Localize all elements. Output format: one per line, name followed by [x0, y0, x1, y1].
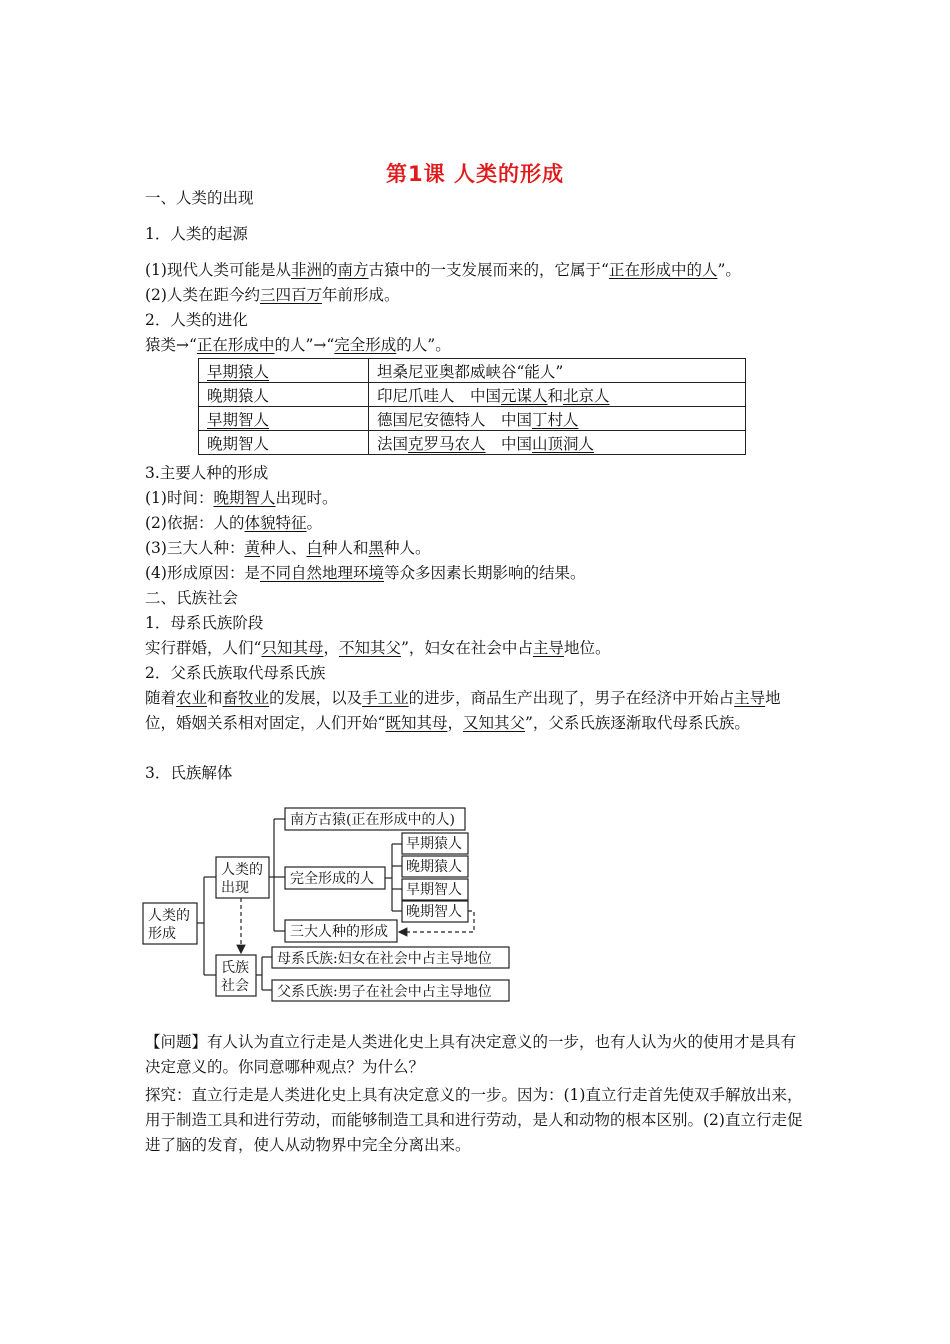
origin-line-1: [145, 260, 741, 280]
text: 猿类→“: [145, 336, 197, 354]
fossil-text: 法国: [377, 434, 409, 453]
subheading-evolution: 2．人类的进化: [145, 311, 248, 329]
races-three: [145, 538, 431, 558]
text: 的: [321, 261, 338, 279]
text: 的进步，商品生产出现了，男子在经济中开始占: [408, 689, 735, 707]
table-cell: [369, 407, 746, 431]
text: ，: [447, 714, 463, 732]
blank-white: 白: [306, 539, 323, 557]
blank-yellow: 黄: [244, 539, 260, 557]
text: 出现时。: [275, 489, 338, 507]
text: 随着: [145, 689, 177, 707]
blank-not-father: 不知其父: [338, 639, 401, 657]
text: 种人和: [322, 539, 369, 557]
text: (1)时间：: [145, 489, 214, 507]
table-cell: [369, 383, 746, 407]
stage-name: 晚期猿人: [207, 386, 270, 405]
text: ”。: [717, 261, 741, 279]
text: 地位。: [563, 639, 611, 657]
blank-features: 体貌特征: [244, 514, 307, 532]
section-heading-1: 一、人类的出现: [145, 189, 254, 207]
blank-husbandry: 畜牧业: [222, 689, 270, 707]
fossil-text: 德国尼安德特人 中国: [377, 410, 533, 429]
stage-label: 早期智人: [406, 882, 462, 898]
text: 和: [207, 689, 223, 707]
question-text: 有人认为直立行走是人类进化史上具有决定意义的一步，也有人认为火的使用才是具有决定意义的。你同意哪种观点？为什么？: [145, 1033, 797, 1076]
patri-label: 父系氏族:男子在社会中占主导地位: [277, 984, 492, 1000]
section-heading-2: 二、氏族社会: [145, 589, 239, 607]
text: 地位，婚姻关系相对固定，人们开始“: [145, 689, 781, 732]
ape-label: 南方古猿(正在形成中的人): [290, 812, 455, 828]
blank-environment: 不同自然地理环境: [259, 564, 384, 582]
root-label: 人类的: [148, 908, 190, 924]
matri-label: 母系氏族:妇女在社会中占主导地位: [277, 951, 492, 967]
table-row: [199, 431, 746, 455]
blank-know-mother: 只知其母: [261, 639, 324, 657]
blank-yuanmou: 元谋人: [501, 386, 548, 405]
blank-know-mother: 既知其母: [385, 714, 448, 732]
text: (4)形成原因：是: [145, 564, 260, 582]
blank-cromagnon: 克罗马农人: [408, 434, 486, 453]
text: ，: [323, 639, 339, 657]
blank-africa: 非洲: [290, 261, 322, 279]
text: 的人”→“: [274, 336, 335, 354]
blank-forming: 正在形成中: [196, 336, 275, 354]
text: 的发展，以及: [269, 689, 363, 707]
fossil-text: 印尼爪哇人 中国: [377, 386, 502, 405]
stage-label: 晚期智人: [406, 904, 462, 920]
society-label: 氏族: [221, 960, 249, 976]
table-cell: [199, 359, 369, 383]
blank-complete: 完全形成: [334, 336, 397, 354]
blank-dominant: 主导: [734, 689, 766, 707]
society-label: 社会: [221, 978, 249, 994]
appear-label: 人类的: [221, 862, 263, 878]
text: ”，妇女在社会中占: [400, 639, 533, 657]
text: 实行群婚，人们“: [145, 639, 262, 657]
subheading-races: 3.主要人种的形成: [145, 464, 269, 482]
blank-south: 南方: [337, 261, 369, 279]
blank-beijing: 北京人: [563, 386, 610, 405]
matri-line: [145, 638, 610, 658]
text: 的人”。: [396, 336, 451, 354]
blank-dominant: 主导: [532, 639, 564, 657]
question-paragraph: [145, 1030, 811, 1080]
table-row: [199, 407, 746, 431]
text: 。: [306, 514, 322, 532]
page-title: 第1课 人类的形成: [386, 162, 564, 186]
table-cell: [199, 383, 369, 407]
stage-label: 晚期猿人: [406, 859, 462, 875]
blank-handicraft: 手工业: [362, 689, 409, 707]
patri-paragraph: [145, 686, 811, 736]
stage-name: 早期智人: [207, 410, 270, 429]
blank-upper-cave: 山顶洞人: [532, 434, 595, 453]
subheading-dissolution: 3．氏族解体: [145, 764, 233, 782]
subheading-matri: 1．母系氏族阶段: [145, 614, 264, 632]
text: ”，父系氏族逐渐取代母系氏族。: [524, 714, 750, 732]
text: 古猿中的一支发展而来的，它属于“: [368, 261, 609, 279]
races-basis: [145, 513, 322, 533]
subheading-origin: 1．人类的起源: [145, 225, 248, 243]
knowledge-diagram: [138, 802, 518, 1002]
text: 等众多因素长期影响的结果。: [383, 564, 586, 582]
blank-late-homo: 晚期智人: [213, 489, 276, 507]
appear-label: 出现: [221, 880, 249, 896]
complete-label: 完全形成的人: [290, 871, 374, 887]
origin-line-2: [145, 285, 400, 305]
blank-know-father: 又知其父: [462, 714, 525, 732]
races-cause: [145, 563, 586, 583]
text: (2)人类在距今约: [145, 286, 260, 304]
evolution-line: [145, 335, 451, 355]
table-row: [199, 383, 746, 407]
blank-years: 三四百万: [259, 286, 322, 304]
text: (2)依据：人的: [145, 514, 245, 532]
text: 年前形成。: [321, 286, 400, 304]
answer-paragraph: 探究：直立行走是人类进化史上具有决定意义的一步。因为：(1)直立行走首先使双手解放出来，用于制造工具和进行劳动，而能够制造工具和进行劳动，是人和动物的根本区别。(2)直立行走促进了脑的发育，使人从动物界中完全分离出来。: [145, 1086, 803, 1154]
evolution-table: [198, 358, 746, 455]
root-label: 形成: [148, 926, 176, 942]
subheading-patri: 2．父系氏族取代母系氏族: [145, 664, 326, 682]
table-cell: [369, 359, 746, 383]
stage-name: 早期猿人: [207, 362, 270, 381]
blank-forming-human: 正在形成中的人: [608, 261, 718, 279]
blank-black: 黑: [368, 539, 385, 557]
stage-label: 早期猿人: [406, 836, 462, 852]
fossil-text: 和: [547, 386, 564, 405]
question-label: 【问题】: [145, 1033, 208, 1051]
fossil-text: 中国: [485, 434, 533, 453]
races-time: [145, 488, 338, 508]
text: 种人、: [259, 539, 307, 557]
table-row: [199, 359, 746, 383]
text: (3)三大人种：: [145, 539, 245, 557]
table-cell: [199, 407, 369, 431]
table-cell: [369, 431, 746, 455]
text: 种人。: [384, 539, 431, 557]
table-cell: [199, 431, 369, 455]
text: (1)现代人类可能是从: [145, 261, 291, 279]
stage-name: 晚期智人: [207, 434, 270, 453]
blank-dingcun: 丁村人: [532, 410, 579, 429]
blank-agriculture: 农业: [176, 689, 208, 707]
races-label: 三大人种的形成: [290, 924, 388, 940]
fossil-text: 坦桑尼亚奥都威峡谷“能人”: [377, 362, 564, 381]
